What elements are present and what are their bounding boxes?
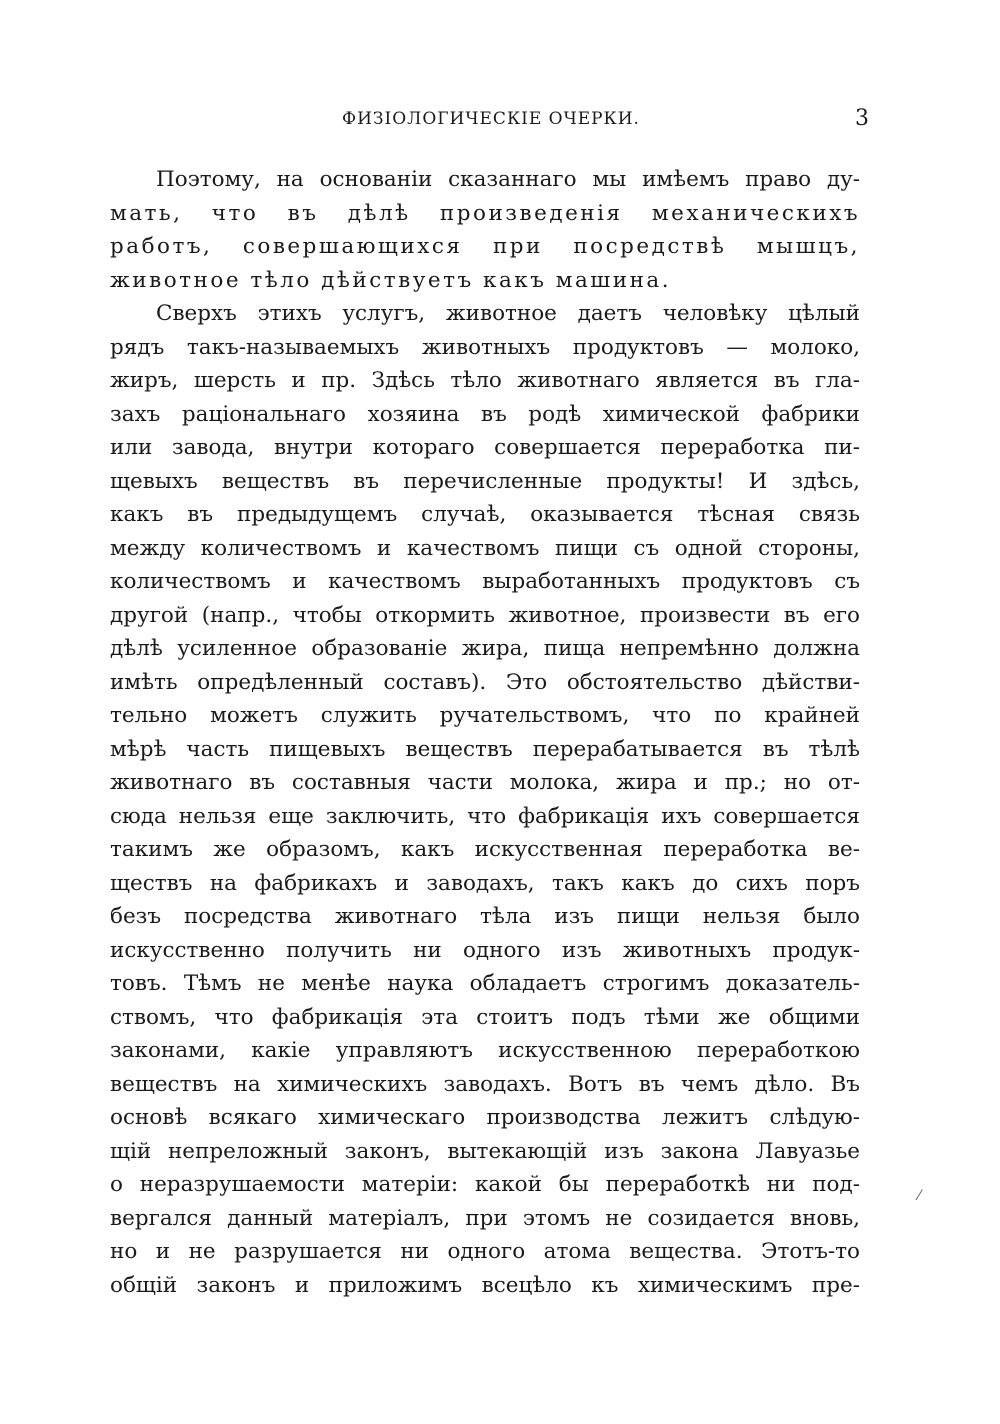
page-number: 3 (855, 106, 869, 131)
text-line-emphasized: мать, что въ дѣлѣ произведенія механическихъ (110, 200, 860, 226)
text-line: законами, какіе управляютъ искусственною переработкою (110, 1038, 860, 1063)
text-line: сюда нельзя еще заключить, что фабрикація ихъ совершается (110, 803, 860, 829)
text-line: ществъ на фабрикахъ и заводахъ, такъ какъ до сихъ поръ (110, 870, 860, 896)
body-text (110, 163, 860, 1302)
text-line: ствомъ, что фабрикація эта стоитъ подъ тѣми же общими (110, 1004, 860, 1030)
text-line: общій законъ и приложимъ всецѣло къ химическимъ пре- (110, 1272, 860, 1298)
text-line: такимъ же образомъ, какъ искусственная переработка ве- (110, 837, 860, 862)
text-line: захъ раціональнаго хозяина въ родѣ химической фабрики (110, 401, 860, 427)
text-line-emphasized: животное тѣло дѣйствуетъ какъ машина. (110, 267, 672, 293)
text-line: безъ посредства животнаго тѣла изъ пищи нельзя было (110, 904, 860, 929)
text-line: имѣть опредѣленный составъ). Это обстоятельство дѣйстви- (110, 669, 860, 695)
text-line: щевыхъ веществъ въ перечисленные продукты! И здѣсь, (110, 468, 860, 494)
text-line: веществъ на химическихъ заводахъ. Вотъ въ чемъ дѣло. Въ (110, 1071, 860, 1097)
text-line: рядъ такъ-называемыхъ животныхъ продуктовъ — молоко, (110, 334, 860, 360)
paragraph-1 (110, 163, 860, 297)
text-line: но и не разрушается ни одного атома вещества. Этотъ-то (110, 1239, 860, 1264)
text-line: дѣлѣ усиленное образованіе жира, пища непремѣнно должна (110, 636, 860, 661)
text-line: тельно можетъ служить ручательствомъ, что по крайней (110, 703, 860, 728)
text-line-emphasized: работъ, совершающихся при посредствѣ мышцъ, (110, 234, 860, 259)
text-line: животнаго въ составныя части молока, жира и пр.; но от- (110, 770, 860, 795)
text-line: или завода, внутри котораго совершается переработка пи- (110, 435, 860, 460)
paragraph-2 (110, 297, 860, 1302)
scan-speck-icon: ⁄ (918, 1188, 921, 1204)
text-line: о неразрушаемости матеріи: какой бы переработкѣ ни под- (110, 1172, 860, 1197)
text-line: товъ. Тѣмъ не менѣе наука обладаетъ строгимъ доказатель- (110, 971, 860, 996)
text-line: мѣрѣ часть пищевыхъ веществъ перерабатывается въ тѣлѣ (110, 736, 860, 762)
text-line: другой (напр., чтобы откормить животное, произвести въ его (110, 602, 860, 628)
text-line: Сверхъ этихъ услугъ, животное даетъ человѣку цѣлый (156, 301, 860, 326)
text-line: жиръ, шерсть и пр. Здѣсь тѣло животнаго является въ гла- (110, 368, 860, 393)
text-line: количествомъ и качествомъ выработанныхъ продуктовъ съ (110, 569, 860, 594)
text-line: основѣ всякаго химическаго производства лежитъ слѣдую- (110, 1105, 860, 1130)
text-line: между количествомъ и качествомъ пищи съ одной стороны, (110, 535, 860, 561)
text-line: Поэтому, на основаніи сказаннаго мы имѣемъ право ду- (156, 167, 860, 192)
text-line: щій непреложный законъ, вытекающій изъ закона Лавуазье (110, 1138, 860, 1164)
text-line: искусственно получить ни одного изъ животныхъ продук- (110, 937, 860, 963)
running-title: ФИЗІОЛОГИЧЕСКІЕ ОЧЕРКИ. (342, 109, 640, 129)
text-line: вергался данный матеріалъ, при этомъ не созидается вновь, (110, 1205, 860, 1231)
text-line: какъ въ предыдущемъ случаѣ, оказывается тѣсная связь (110, 502, 860, 527)
